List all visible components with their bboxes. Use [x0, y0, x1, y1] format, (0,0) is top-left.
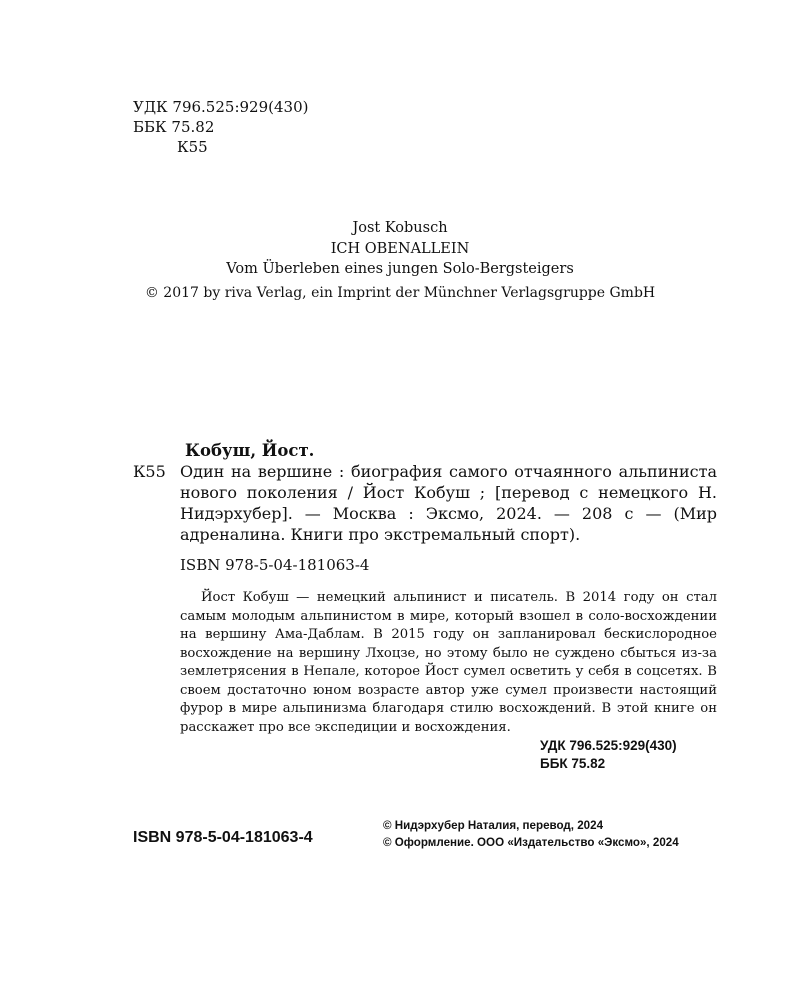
catalog-isbn: ISBN 978-5-04-181063-4 — [180, 556, 370, 574]
original-subtitle: Vom Überleben eines jungen Solo-Bergsteigers — [226, 261, 574, 277]
classification-block — [133, 97, 308, 157]
original-title: ICH OBENALLEIN — [330, 241, 470, 257]
footer-copyright — [383, 817, 679, 851]
bottom-udk-code: УДК 796.525:929(430) — [540, 738, 677, 753]
annotation-text: Йост Кобуш — немецкий альпинист и писатель. В 2014 году он стал самым молодым альпинистом в мире, который взошел в соло-восхождении на вершину Ама-Даблам. В 2015 году он запланировал бескислородное восхождение на вершину Лхоцзе, но этому было не суждено сбыться из-за землетрясения в Непале, которое Йост сумел осветить у себя в соцсетях. В своем достаточно юном возрасте автор уже сумел произвести настоящий фурор в мире альпинизма благодаря стилю восхождений. В этой книге он расскажет про все экспедиции и восхождения. — [180, 590, 717, 735]
original-author: Jost Kobusch — [352, 220, 448, 236]
copyright-design: © Оформление. ООО «Издательство «Эксмо», 2024 — [383, 836, 679, 849]
bottom-classification — [540, 737, 677, 773]
author-mark: К55 — [177, 138, 208, 156]
footer-isbn: ISBN 978-5-04-181063-4 — [133, 829, 313, 846]
bbk-code: ББК 75.82 — [133, 118, 215, 136]
original-copyright: © 2017 by riva Verlag, ein Imprint der Münchner Verlagsgruppe GmbH — [144, 285, 656, 301]
catalog-description: Один на вершине : биография самого отчаянного альпиниста нового поколения / Йост Кобуш ; [перевод с немецкого Н. Нидэрхубер]. — Москва : Эксмо, 2024. — 208 с — (Мир адреналина. Книги про экстремальный спорт). — [180, 462, 717, 544]
copyright-translation: © Нидэрхубер Наталия, перевод, 2024 — [383, 819, 604, 832]
udk-code: УДК 796.525:929(430) — [133, 98, 309, 116]
catalog-author-mark: К55 — [133, 462, 166, 481]
catalog-author-heading: Кобуш, Йост. — [185, 441, 315, 460]
bottom-bbk-code: ББК 75.82 — [540, 756, 606, 771]
